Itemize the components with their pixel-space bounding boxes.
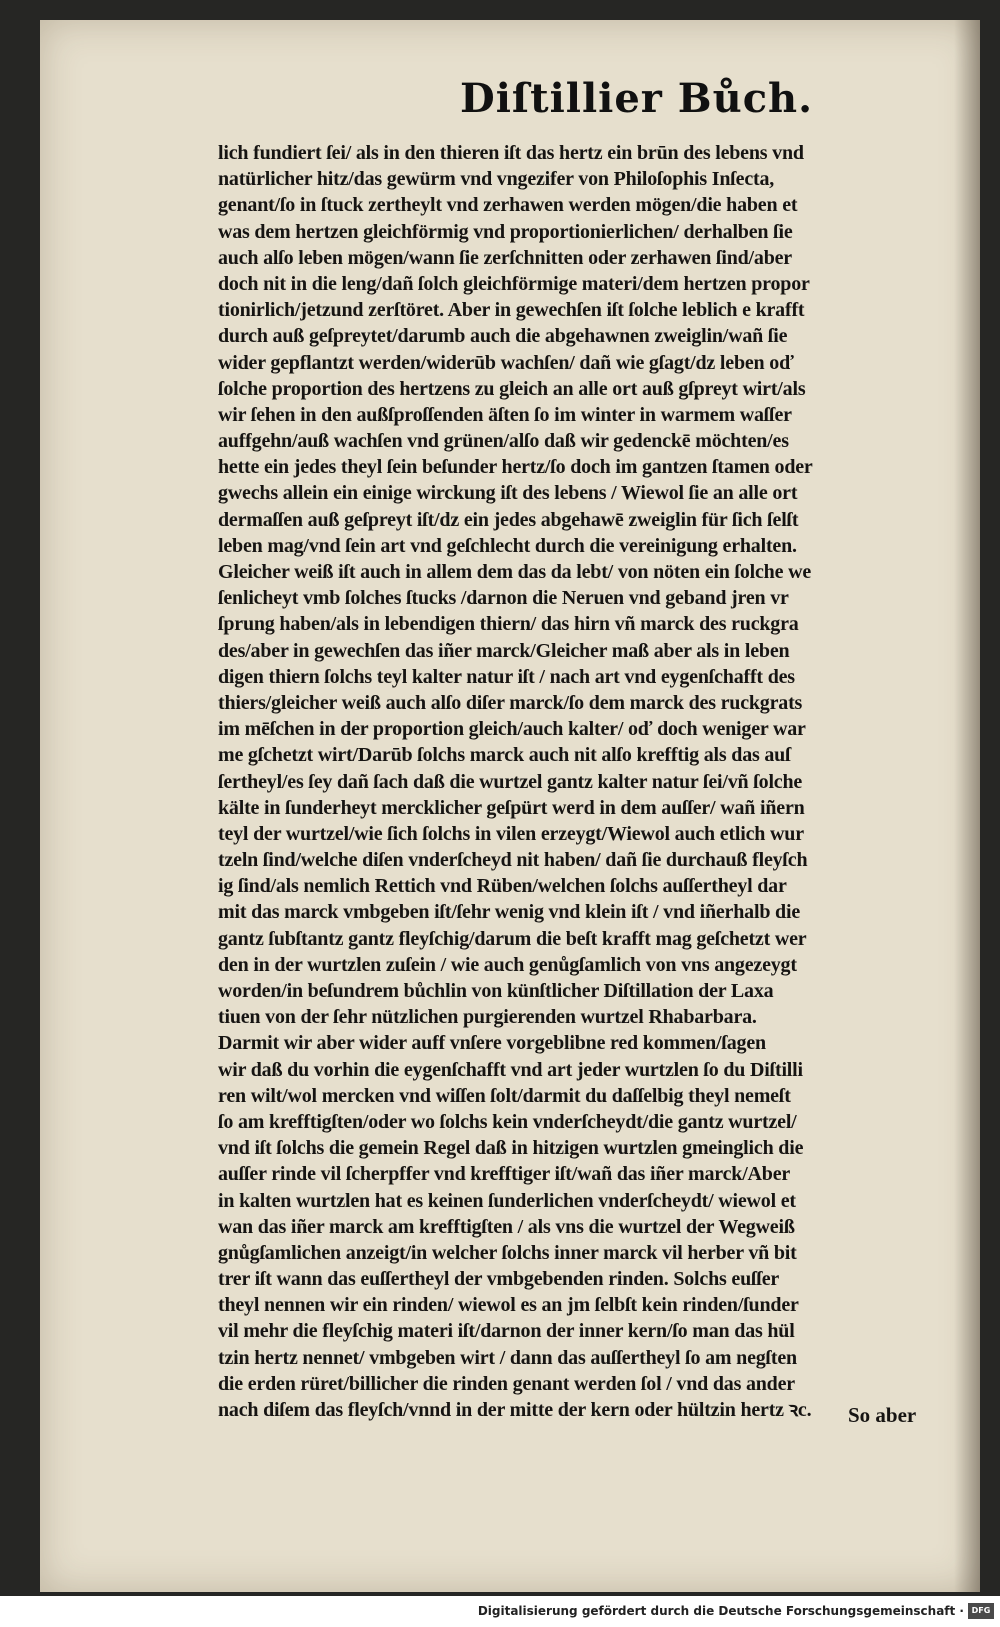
text-line: ſertheyl/es ſey dañ ſach daß die wurtzel gantz kalter natur ſei/vñ ſolche bbox=[218, 770, 803, 793]
text-line: in kalten wurtzlen hat es keinen ſunderlichen vnderſcheydt/ wiewol et bbox=[218, 1189, 796, 1212]
text-line: teyl der wurtzel/wie ſich ſolchs in vilen erzeygt/Wiewol auch etlich wur bbox=[218, 822, 804, 845]
text-line: durch auß geſpreytet/darumb auch die abgehawnen zweiglin/wañ ſie bbox=[218, 325, 788, 348]
text-line: mit das marck vmbgeben iſt/ſehr wenig vnd klein iſt / vnd iñerhalb die bbox=[218, 901, 800, 924]
text-line: worden/in beſundrem bůchlin von künſtlicher Diſtillation der Laxa bbox=[218, 980, 774, 1002]
text-line: ſo am krefftigſten/oder wo ſolchs kein vnderſcheydt/die gantz wurtzel/ bbox=[218, 1110, 797, 1133]
text-line: des/aber in gewechſen das iñer marck/Gleicher maß aber als in leben bbox=[218, 639, 790, 662]
book-page bbox=[40, 20, 980, 1592]
digitization-footer bbox=[0, 1596, 1000, 1627]
text-line: leben mag/vnd ſein art vnd geſchlecht durch die vereinigung erhalten. bbox=[218, 534, 797, 557]
footer-credit: Digitalisierung gefördert durch die Deutsche Forschungsgemeinschaft · bbox=[477, 1604, 964, 1618]
text-line: ſprung haben/als in lebendigen thiern/ das hirn vñ marck des ruckgra bbox=[218, 613, 799, 636]
text-line: me gſchetzt wirt/Darūb ſolchs marck auch nit alſo krefftig als das auſ bbox=[218, 744, 791, 767]
text-line: ſenlicheyt vmb ſolches ſtucks /darnon die Neruen vnd geband jren vr bbox=[218, 587, 789, 610]
catchword: So aber bbox=[848, 1403, 917, 1427]
text-line: wir daß du vorhin die eygenſchafft vnd art jeder wurtzlen ſo du Diſtilli bbox=[218, 1058, 803, 1081]
text-line: wir ſehen in den außſproſſenden äſten ſo im winter in warmem waſſer bbox=[218, 403, 792, 426]
text-line: Gleicher weiß iſt auch in allem dem das da lebt/ von nöten ein ſolche we bbox=[218, 561, 812, 583]
text-line: die erden rüret/billicher die rinden genant werden ſol / vnd das ander bbox=[218, 1372, 795, 1395]
text-line: tionirlich/jetzund zerſtöret. Aber in gewechſen iſt ſolche leblich e krafft bbox=[218, 299, 805, 322]
text-line: genant/ſo in ſtuck zertheylt vnd zerhawen werden mögen/die haben et bbox=[218, 194, 798, 217]
text-line: auch alſo leben mögen/wann ſie zerſchnitten oder zerhawen ſind/aber bbox=[218, 246, 792, 269]
text-line: vil mehr die fleyſchig materi iſt/darnon der inner kern/ſo man das hül bbox=[218, 1320, 795, 1343]
text-line: lich fundiert ſei/ als in den thieren iſt das hertz ein brūn des lebens vnd bbox=[218, 142, 804, 164]
text-line: den in der wurtzlen zuſein / wie auch genůgſamlich von vns angezeygt bbox=[218, 953, 797, 976]
text-line: nach diſem das fleyſch/vnnd in der mitte der kern oder hültzin hertz ꝛc. bbox=[218, 1399, 812, 1421]
text-line: auſſer rinde vil ſcherpffer vnd krefftiger iſt/wañ das iñer marck/Aber bbox=[218, 1163, 791, 1186]
running-head: Diſtillier Bůch. bbox=[460, 75, 814, 122]
text-line: ren wilt/wol mercken vnd wiſſen ſolt/darmit du daſſelbig theyl nemeſt bbox=[218, 1084, 791, 1107]
text-line: im mēſchen in der proportion gleich/auch kalter/ oď doch weniger war bbox=[218, 718, 806, 741]
text-line: tzeln ſind/welche diſen vnderſcheyd nit haben/ dañ ſie durchauß fleyſch bbox=[218, 849, 808, 872]
text-line: gwechs allein ein einige wirckung iſt des lebens / Wiewol ſie an alle ort bbox=[218, 482, 798, 505]
text-line: tzin hertz nennet/ vmbgeben wirt / dann das auſſertheyl ſo am negſten bbox=[218, 1346, 797, 1369]
text-line: tiuen von der ſehr nützlichen purgierenden wurtzel Rhabarbara. bbox=[218, 1006, 757, 1029]
text-block bbox=[218, 140, 958, 1423]
text-line: auffgehn/auß wachſen vnd grünen/alſo daß wir gedenckē möchten/es bbox=[218, 430, 789, 453]
text-line: theyl nennen wir ein rinden/ wiewol es an jm ſelbſt kein rinden/ſunder bbox=[218, 1294, 799, 1317]
text-line: gantz ſubſtantz gantz fleyſchig/darum die beſt krafft mag geſchetzt wer bbox=[218, 927, 807, 950]
text-line: thiers/gleicher weiß auch alſo diſer marck/ſo dem marck des ruckgrats bbox=[218, 691, 803, 714]
text-line: ig ſind/als nemlich Rettich vnd Rüben/welchen ſolchs auſſertheyl dar bbox=[218, 875, 787, 898]
text-line: doch nit in die leng/dañ ſolch gleichförmige materi/dem hertzen propor bbox=[218, 272, 810, 295]
text-line: vnd iſt ſolchs die gemein Regel daß in hitzigen wurtzlen gmeinglich die bbox=[218, 1137, 804, 1160]
text-line: Darmit wir aber wider auff vnſere vorgeblibne red kommen/ſagen bbox=[218, 1032, 766, 1055]
text-line: digen thiern ſolchs teyl kalter natur iſt / nach art vnd eygenſchafft des bbox=[218, 665, 795, 688]
text-line: natürlicher hitz/das gewürm vnd vngezifer von Philoſophis Inſecta, bbox=[218, 168, 775, 191]
text-line: dermaſſen auß geſpreyt iſt/dz ein jedes abgehawē zweiglin für ſich ſelſt bbox=[218, 508, 799, 531]
text-line: gnůgſamlichen anzeigt/in welcher ſolchs inner marck vil herber vñ bit bbox=[218, 1241, 797, 1264]
text-line: wan das iñer marck am krefftigſten / als vns die wurtzel der Wegweiß bbox=[218, 1215, 795, 1238]
text-line: ſolche proportion des hertzens zu gleich an alle ort auß gſpreyt wirt/als bbox=[218, 377, 806, 400]
text-line: wider gepflantzt werden/widerūb wachſen/ dañ wie gſagt/dz leben oď bbox=[218, 351, 794, 374]
text-line: was dem hertzen gleichförmig vnd proportionierlichen/ derhalben ſie bbox=[218, 220, 793, 243]
text-line: trer iſt wann das euſſertheyl der vmbgebenden rinden. Solchs euſſer bbox=[218, 1268, 780, 1291]
text-line: hette ein jedes theyl ſein beſunder hertz/ſo doch im gantzen ſtamen oder bbox=[218, 456, 813, 479]
text-line: kälte in ſunderheyt mercklicher geſpürt werd in dem auſſer/ wañ iñern bbox=[218, 796, 805, 819]
dfg-logo: DFG bbox=[968, 1603, 994, 1619]
